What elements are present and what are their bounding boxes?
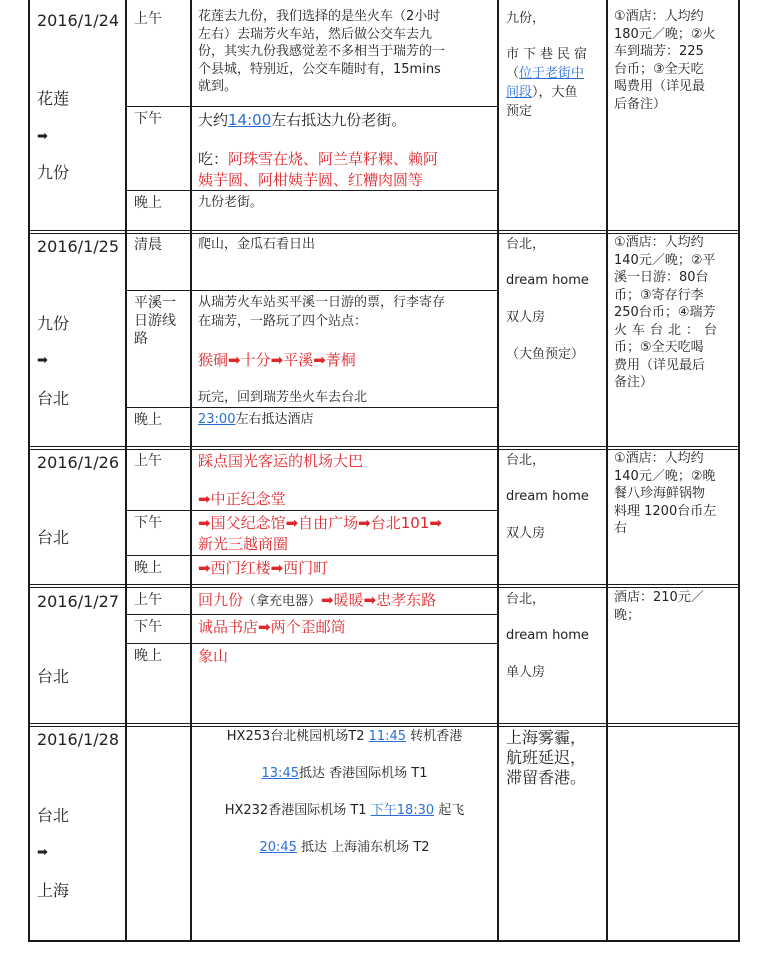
time-link[interactable]: 13:45 [261, 766, 299, 781]
cost-cell: ①酒店：人均约 140元／晚；②晚 餐八珍海鲜锅物 料理 1200台币左 右 [614, 451, 717, 537]
arrow-right-icon: ➡ [313, 351, 326, 369]
arrival-text: 大约14:00左右抵达九份老街。 [198, 111, 407, 129]
date-cell: 2016/1/24 [37, 11, 120, 30]
flight-line: 13:45抵达 香港国际机场 T1 [261, 766, 428, 781]
arrow-right-icon: ➡ [37, 845, 48, 860]
arrow-right-icon: ➡ [228, 351, 241, 369]
flight-line: HX232香港国际机场 T1 下午18:30 起飞 [224, 803, 465, 818]
route-place: 台北 [37, 528, 70, 547]
slot-label: 上午 [134, 592, 162, 608]
slot-label: 清晨 [134, 237, 162, 253]
route-to: 台北 [37, 389, 70, 408]
food-list: 吃：阿珠雪在烧、阿兰草籽粿、赖阿 [198, 150, 439, 168]
slot-label: 晚上 [134, 195, 162, 211]
route-from: 台北 [37, 806, 70, 825]
slot-label: 晚上 [134, 560, 162, 576]
slot-label: 下午 [134, 619, 162, 635]
location-link[interactable]: 位于老街中 [519, 66, 585, 81]
route-to: 九份 [37, 163, 70, 182]
tour-stops: 猴硐➡十分➡平溪➡菁桐 [198, 351, 356, 369]
time-link[interactable]: 23:00 [198, 412, 236, 427]
tour-label: 平溪一 日游线 路 [134, 295, 176, 348]
route-place: 台北 [37, 667, 70, 686]
food-list-cont: 姨芋圆、阿柑姨芋圆、红糟肉圆等 [198, 171, 424, 189]
time-link[interactable]: 14:00 [228, 111, 272, 129]
slot-label: 上午 [134, 11, 162, 27]
time-link[interactable]: 20:45 [259, 840, 297, 855]
date-cell: 2016/1/25 [37, 237, 120, 256]
morning-text: 爬山，金瓜石看日出 [198, 237, 316, 252]
flight-line: HX253台北桃园机场T2 11:45 转机香港 [226, 729, 463, 744]
route-from: 花莲 [37, 89, 70, 108]
flight-line: 20:45 抵达 上海浦东机场 T2 [259, 840, 430, 855]
location-link[interactable]: 间段 [506, 85, 533, 100]
route-from: 九份 [37, 314, 70, 333]
evening-text: 九份老街。 [198, 195, 264, 210]
flight-list [192, 728, 497, 876]
route-to: 上海 [37, 881, 70, 900]
date-cell: 2016/1/26 [37, 453, 120, 472]
slot-label: 晚上 [134, 648, 162, 664]
morning-description: 花莲去九份，我们选择的是坐火车（2小时 左右）去瑞芳火车站，然后做公交车去九 份，其实九份我感觉差不多相当于瑞芳的一 个县城，特别近，公交车随时有，15mins 就到。 [198, 9, 446, 95]
cost-cell: ①酒店：人均约 140元／晚；②平 溪一日游：80台 币；③寄存行李 250台币；④瑞芳 火车台北：台 币；⑤全天吃喝 费用（详见最后 备注） [614, 235, 723, 391]
evening-text: 23:00左右抵达酒店 [198, 412, 314, 427]
slot-label: 上午 [134, 453, 162, 469]
arrow-right-icon: ➡ [37, 353, 48, 368]
time-link[interactable]: 11:45 [368, 729, 407, 744]
arrow-right-icon: ➡ [37, 129, 48, 144]
cost-cell: ①酒店：人均约 180元／晚；②火 车到瑞芳：225 台币；③全天吃 喝费用（详见最 后备注） [614, 9, 716, 112]
slot-label: 下午 [134, 515, 162, 531]
date-cell: 2016/1/27 [37, 592, 120, 611]
arrow-right-icon: ➡ [270, 351, 284, 369]
cost-cell: 酒店：210元／ 晚； [614, 590, 704, 623]
slot-label: 下午 [134, 111, 162, 127]
date-cell: 2016/1/28 [37, 730, 120, 749]
delay-note: 上海雾霾， 航班延迟， 滞留香港。 [506, 728, 587, 787]
time-link[interactable]: 下午18:30 [370, 803, 435, 818]
slot-label: 晚上 [134, 412, 162, 428]
